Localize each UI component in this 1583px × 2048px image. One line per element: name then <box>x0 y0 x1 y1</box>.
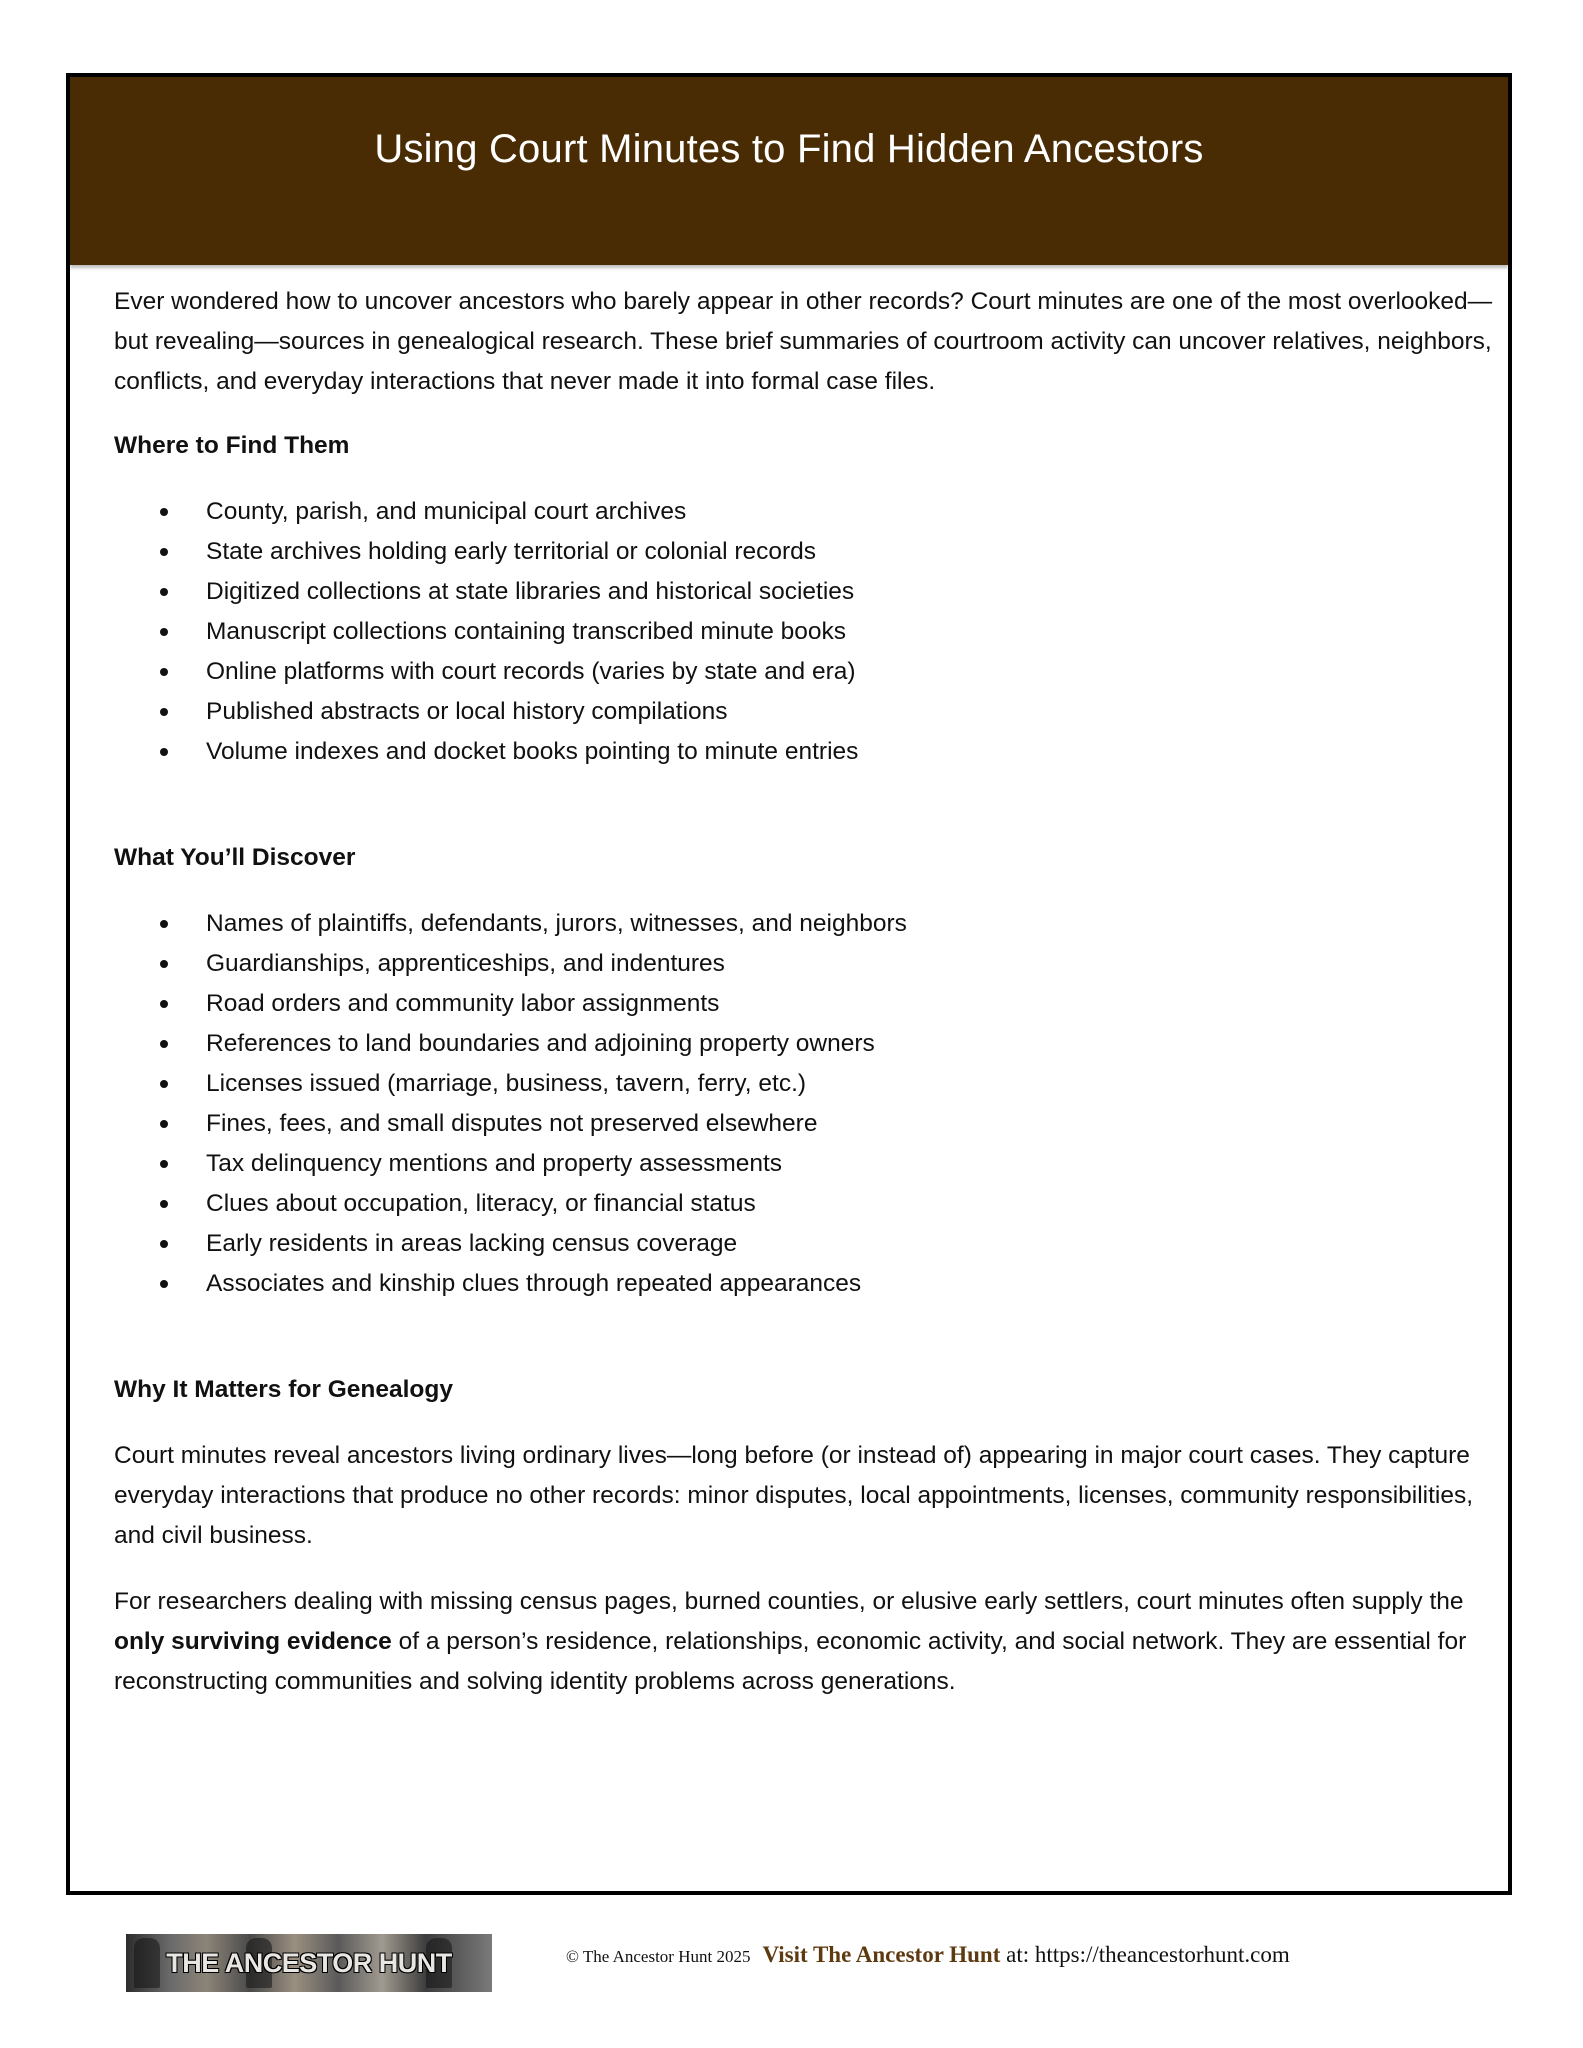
bullet-icon <box>160 708 168 716</box>
visit-site-link[interactable]: Visit The Ancestor Hunt <box>762 1942 1001 1967</box>
footer-at-label: at: <box>1000 1942 1035 1967</box>
why-paragraph-2-end: of a person’s residence, relationships, economic activity, and social network. They are essential for reconstructing communities and solving identity problems across generations. <box>114 1628 1467 1695</box>
page-title: Using Court Minutes to Find Hidden Ancestors <box>374 127 1204 171</box>
discover-list-item <box>114 1064 1494 1104</box>
logo-text: THE ANCESTOR HUNT <box>166 1947 452 1978</box>
site-url-link[interactable]: https://theancestorhunt.com <box>1034 1942 1290 1967</box>
what-you-discover-list <box>114 904 1494 1304</box>
bullet-icon <box>160 1000 168 1008</box>
bullet-icon <box>160 920 168 928</box>
where-list-item <box>114 572 1494 612</box>
section-heading-discover: What You’ll Discover <box>114 844 356 871</box>
bullet-icon <box>160 548 168 556</box>
list-item-text: Manuscript collections containing transcribed minute books <box>206 618 847 645</box>
section-heading-why: Why It Matters for Genealogy <box>114 1376 453 1403</box>
bullet-icon <box>160 1160 168 1168</box>
content-frame <box>66 73 1512 1895</box>
list-item-text: Volume indexes and docket books pointing to minute entries <box>206 738 859 765</box>
bullet-icon <box>160 1280 168 1288</box>
discover-list-item <box>114 904 1494 944</box>
where-list-item <box>114 732 1494 772</box>
where-list-item <box>114 532 1494 572</box>
bullet-icon <box>160 668 168 676</box>
discover-list-item <box>114 1264 1494 1304</box>
list-item-text: Tax delinquency mentions and property assessments <box>206 1150 783 1177</box>
list-item-text: Fines, fees, and small disputes not preserved elsewhere <box>206 1110 818 1137</box>
list-item-text: Associates and kinship clues through repeated appearances <box>206 1270 862 1297</box>
list-item-text: Clues about occupation, literacy, or financial status <box>206 1190 756 1217</box>
bullet-icon <box>160 1240 168 1248</box>
bullet-icon <box>160 1080 168 1088</box>
list-item-text: County, parish, and municipal court archives <box>206 498 687 525</box>
where-to-find-list <box>114 492 1494 772</box>
logo-portrait-icon <box>134 1938 160 1988</box>
list-item-text: Online platforms with court records (varies by state and era) <box>206 658 856 685</box>
where-list-item <box>114 612 1494 652</box>
where-list-item <box>114 492 1494 532</box>
bullet-icon <box>160 628 168 636</box>
list-item-text: Names of plaintiffs, defendants, jurors, witnesses, and neighbors <box>206 910 907 937</box>
bullet-icon <box>160 588 168 596</box>
where-list-item <box>114 692 1494 732</box>
list-item-text: Published abstracts or local history compilations <box>206 698 728 725</box>
discover-list-item <box>114 1224 1494 1264</box>
bullet-icon <box>160 1200 168 1208</box>
list-item-text: Guardianships, apprenticeships, and indentures <box>206 950 725 977</box>
footer-text <box>566 1942 1290 1968</box>
bullet-icon <box>160 960 168 968</box>
discover-list-item <box>114 944 1494 984</box>
list-item-text: References to land boundaries and adjoining property owners <box>206 1030 875 1057</box>
list-item-text: State archives holding early territorial or colonial records <box>206 538 817 565</box>
bullet-icon <box>160 508 168 516</box>
why-paragraph-2 <box>114 1582 1494 1702</box>
discover-list-item <box>114 1144 1494 1184</box>
section-heading-where: Where to Find Them <box>114 432 350 459</box>
ancestor-hunt-logo[interactable] <box>126 1934 492 1992</box>
why-paragraph-2-start: For researchers dealing with missing census pages, burned counties, or elusive early settlers, court minutes often supply the <box>114 1588 1464 1615</box>
discover-list-item <box>114 1184 1494 1224</box>
list-item-text: Early residents in areas lacking census coverage <box>206 1230 738 1257</box>
title-banner <box>70 77 1508 265</box>
page-footer <box>0 1934 1583 1994</box>
discover-list-item <box>114 1024 1494 1064</box>
discover-list-item <box>114 1104 1494 1144</box>
list-item-text: Licenses issued (marriage, business, tavern, ferry, etc.) <box>206 1070 807 1097</box>
list-item-text: Digitized collections at state libraries and historical societies <box>206 578 855 605</box>
bullet-icon <box>160 1120 168 1128</box>
why-paragraph-2-emphasis: only surviving evidence <box>114 1628 392 1655</box>
list-item-text: Road orders and community labor assignments <box>206 990 720 1017</box>
discover-list-item <box>114 984 1494 1024</box>
bullet-icon <box>160 748 168 756</box>
bullet-icon <box>160 1040 168 1048</box>
intro-paragraph: Ever wondered how to uncover ancestors who barely appear in other records? Court minutes are one of the most overlooked—but revealing—sources in genealogical research. These brief summaries of courtroom activity can uncover relatives, neighbors, conflicts, and everyday interactions that never made it into formal case files. <box>114 288 1493 395</box>
copyright-text: © The Ancestor Hunt 2025 <box>566 1947 751 1966</box>
article-body <box>114 282 1494 1702</box>
where-list-item <box>114 652 1494 692</box>
why-paragraph-1: Court minutes reveal ancestors living ordinary lives—long before (or instead of) appearing in major court cases. They capture everyday interactions that produce no other records: minor disputes, local appointments, licenses, community responsibilities, and civil business. <box>114 1442 1474 1549</box>
